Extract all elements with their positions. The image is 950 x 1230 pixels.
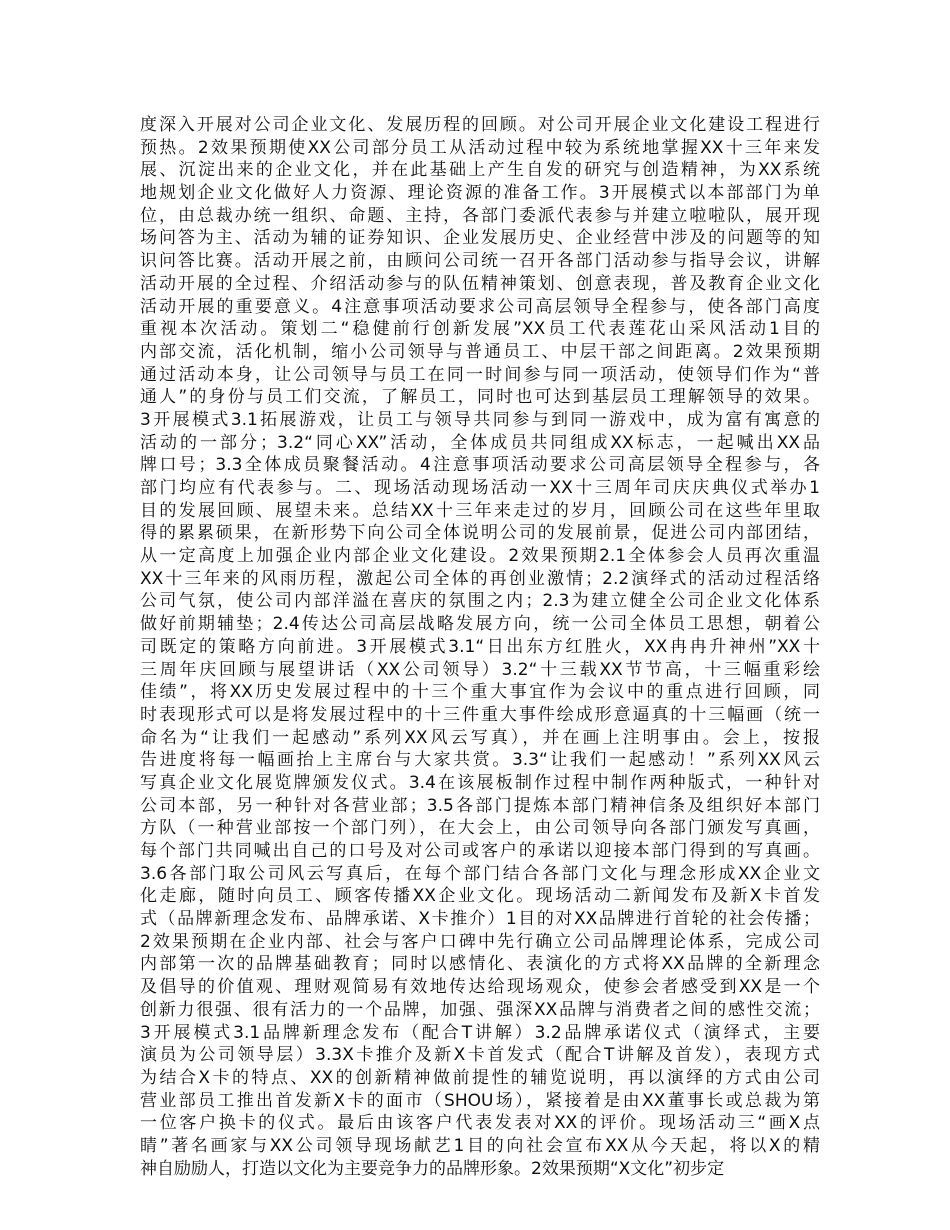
text-line: 一位客户换卡的仪式。最后由该客户代表发表对XX的评价。现场活动三“画X点 [140, 1113, 820, 1134]
text-line: 佳绩”，将XX历史发展过程中的十三个重大事宜作为会议中的重点进行回顾，同 [140, 682, 820, 703]
text-line: 识问答比赛。活动开展之前，由顾问公司统一召开各部门活动参与指导会议，讲解 [140, 251, 820, 272]
text-line: 牌口号；3.3全体成员聚餐活动。4注意事项活动要求公司高层领导全程参与，各 [140, 455, 820, 476]
text-line: 位，由总裁办统一组织、命题、主持，各部门委派代表参与并建立啦啦队，展开现 [140, 205, 820, 226]
text-line: 式（品牌新理念发布、品牌承诺、X卡推介）1目的对XX品牌进行首轮的社会传播； [140, 909, 820, 930]
text-line: 从一定高度上加强企业内部企业文化建设。2效果预期2.1全体参会人员再次重温 [140, 546, 820, 567]
text-line: 目的发展回顾、展望未来。总结XX十三年来走过的岁月，回顾公司在这些年里取 [140, 500, 820, 521]
text-line: 公司气氛，使公司内部洋溢在喜庆的氛围之内；2.3为建立健全公司企业文化体系 [140, 591, 820, 612]
text-line: 活动开展的全过程、介绍活动参与的队伍精神策划、创意表现，普及教育企业文化 [140, 273, 820, 294]
text-line: 司既定的策略方向前进。3开展模式3.1“日出东方红胜火，XX冉冉升神州”XX十 [140, 636, 820, 657]
body-text [140, 114, 820, 1180]
text-line: 内部第一次的品牌基础教育；同时以感情化、表演化的方式将XX品牌的全新理念 [140, 954, 820, 975]
text-line: XX十三年来的风雨历程，激起公司全体的再创业激情；2.2演绎式的活动过程活络 [140, 568, 820, 589]
text-line: 3.6各部门取公司风云写真后，在每个部门结合各部门文化与理念形成XX企业文 [140, 863, 820, 884]
text-line: 通过活动本身，让公司领导与员工在同一时间参与同一项活动，使领导们作为“普 [140, 364, 820, 385]
text-line: 场问答为主、活动为辅的证券知识、企业发展历史、企业经营中涉及的问题等的知 [140, 228, 820, 249]
text-line: 告进度将每一幅画抬上主席台与大家共赏。3.3“让我们一起感动！”系列XX风云 [140, 750, 820, 771]
text-line: 公司本部，另一种针对各营业部；3.5各部门提炼本部门精神信条及组织好本部门 [140, 795, 820, 816]
text-line: 为结合X卡的特点、XX的创新精神做前提性的辅览说明，再以演绎的方式由公司 [140, 1067, 820, 1088]
text-line: 得的累累硕果，在新形势下向公司全体说明公司的发展前景，促进公司内部团结， [140, 523, 820, 544]
text-line: 2效果预期在企业内部、社会与客户口碑中先行确立公司品牌理论体系，完成公司 [140, 931, 820, 952]
text-line: 写真企业文化展览牌颁发仪式。3.4在该展板制作过程中制作两种版式，一种针对 [140, 772, 820, 793]
text-line: 及倡导的价值观、理财观简易有效地传达给现场观众，使参会者感受到XX是一个 [140, 977, 820, 998]
text-line: 做好前期辅垫；2.4传达公司高层战略发展方向，统一公司全体员工思想，朝着公 [140, 614, 820, 635]
text-line: 度深入开展对公司企业文化、发展历程的回顾。对公司开展企业文化建设工程进行 [140, 115, 820, 135]
text-line: 3开展模式3.1拓展游戏，让员工与领导共同参与到同一游戏中，成为富有寓意的 [140, 409, 820, 430]
text-line: 地规划企业文化做好人力资源、理论资源的准备工作。3开展模式以本部部门为单 [140, 183, 820, 204]
text-line: 神自励励人，打造以文化为主要竞争力的品牌形象。2效果预期“X文化”初步定 [140, 1158, 725, 1179]
text-line: 营业部员工推出首发新X卡的面市（SHOU场），紧接着是由XX董事长或总裁为第 [140, 1090, 820, 1111]
text-line: 活动的一部分；3.2“同心XX”活动，全体成员共同组成XX标志，一起喊出XX品 [140, 432, 820, 453]
text-line: 睛”著名画家与XX公司领导现场献艺1目的向社会宣布XX从今天起，将以X的精 [140, 1135, 820, 1156]
text-line: 展、沉淀出来的企业文化，并在此基础上产生自发的研究与创造精神，为XX系统 [140, 160, 820, 181]
text-line: 三周年庆回顾与展望讲话（XX公司领导）3.2“十三载XX节节高，十三幅重彩绘 [140, 659, 820, 680]
text-line: 创新力很强、很有活力的一个品牌，加强、强深XX品牌与消费者之间的感性交流； [140, 999, 820, 1020]
text-line: 方队（一种营业部按一个部门列），在大会上，由公司领导向各部门颁发写真画， [140, 818, 820, 839]
text-line: 每个部门共同喊出自己的口号及对公司或客户的承诺以迎接本部门得到的写真画。 [140, 841, 820, 861]
text-line: 活动开展的重要意义。4注意事项活动要求公司高层领导全程参与，使各部门高度 [140, 296, 820, 317]
text-line: 时表现形式可以是将发展过程中的十三件重大事件绘成形意逼真的十三幅画（统一 [140, 704, 820, 725]
text-line: 部门均应有代表参与。二、现场活动现场活动一XX十三周年司庆庆典仪式举办1 [140, 478, 820, 498]
text-line: 3开展模式3.1品牌新理念发布（配合T讲解）3.2品牌承诺仪式（演绎式，主要 [140, 1022, 820, 1043]
text-line: 预热。2效果预期使XX公司部分员工从活动过程中较为系统地掌握XX十三年来发 [140, 137, 820, 158]
text-line: 演员为公司领导层）3.3X卡推介及新X卡首发式（配合T讲解及首发），表现方式 [140, 1045, 820, 1066]
text-line: 重视本次活动。策划二“稳健前行创新发展”XX员工代表莲花山采风活动1目的 [140, 319, 820, 340]
text-line: 命名为“让我们一起感动”系列XX风云写真），并在画上注明事由。会上，按报 [140, 727, 820, 748]
text-line: 内部交流，活化机制，缩小公司领导与普通员工、中层干部之间距离。2效果预期 [140, 341, 820, 362]
text-line: 化走廊，随时向员工、顾客传播XX企业文化。现场活动二新闻发布及新X卡首发 [140, 886, 820, 907]
text-line: 通人”的身份与员工们交流，了解员工，同时也可达到基层员工理解领导的效果。 [140, 387, 820, 408]
